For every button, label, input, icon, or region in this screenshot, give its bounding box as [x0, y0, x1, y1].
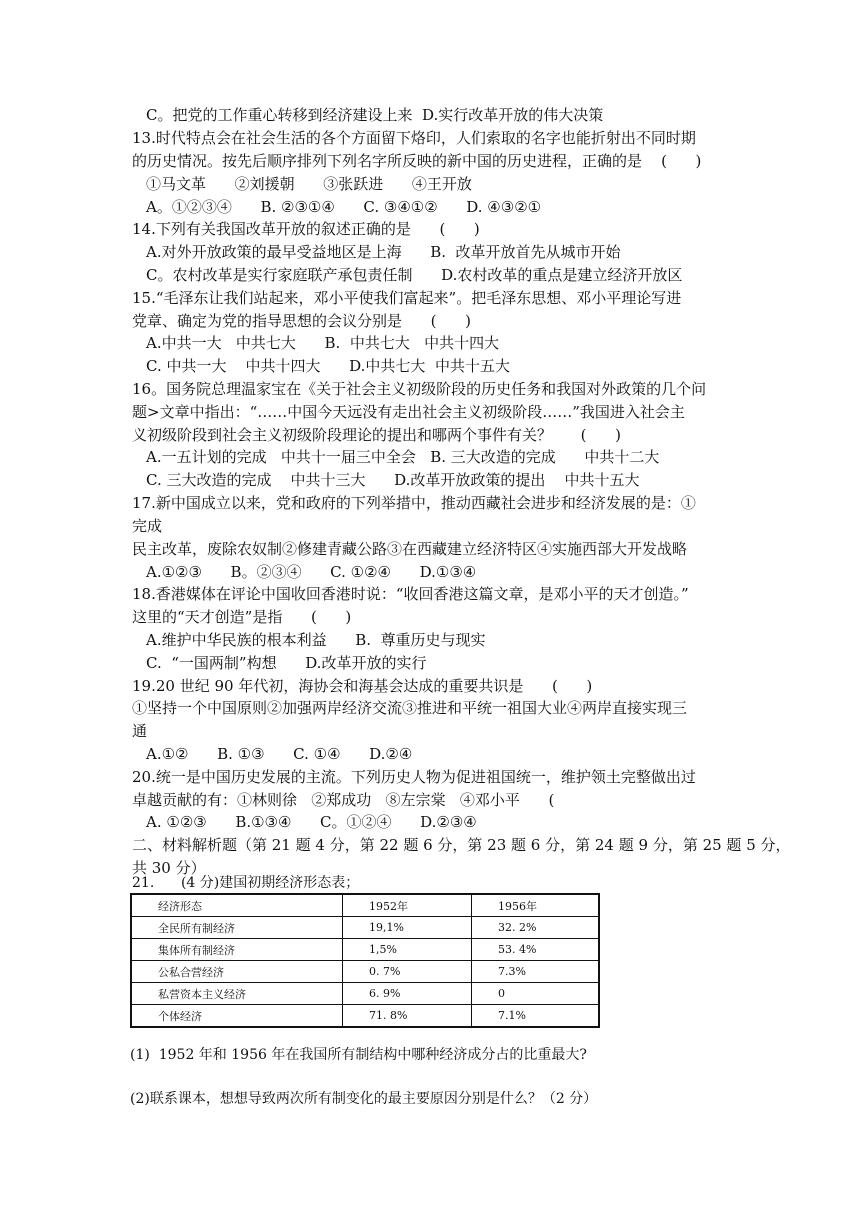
q18-option-cd: C. “一国两制”构想 D.改革开放的实行 [146, 654, 427, 672]
section2-heading-line1: 二、材料解析题（第 21 题 4 分，第 22 题 6 分，第 23 题 6 分，第 24 题 9 分，第 25 题 5 分， [132, 836, 791, 854]
table-row [131, 983, 599, 1005]
q16-option-ab: A.一五计划的完成 中共十一届三中全会 B. 三大改造的完成 中共十二大 [146, 448, 660, 466]
table-header-row [131, 894, 599, 917]
economy-table [130, 893, 600, 1028]
q17-stem-line1: 17.新中国成立以来，党和政府的下列举措中，推动西藏社会进步和经济发展的是：① [132, 494, 696, 512]
q18-stem-line2: 这里的“天才创造”是指 ( ) [132, 608, 352, 626]
table-cell: 32. 2% [472, 917, 600, 939]
q21-subquestion-1: (1) 1952 年和 1956 年在我国所有制结构中哪种经济成分占的比重最大? [130, 1047, 587, 1063]
table-cell: 6. 9% [343, 983, 472, 1005]
q14-option-ab: A.对外开放政策的最早受益地区是上海 B. 改革开放首先从城市开始 [146, 243, 621, 261]
q20-stem-line2: 卓越贡献的有：①林则徐 ②郑成功 ⑧左宗棠 ④邓小平 ( [132, 791, 555, 809]
q16-stem-line1: 16。国务院总理温家宝在《关于社会主义初级阶段的历史任务和我国对外政策的几个问 [132, 380, 707, 398]
table-cell: 1,5% [343, 939, 472, 961]
q19-items-line2: 通 [132, 722, 148, 740]
q15-option-ab: A.中共一大 中共七大 B. 中共七大 中共十四大 [146, 334, 500, 352]
q16-stem-line2: 题>文章中指出：“……中国今天远没有走出社会主义初级阶段……”我国进入社会主 [132, 403, 685, 421]
table-cell: 7.3% [472, 961, 600, 983]
table-cell: 个体经济 [131, 1005, 343, 1028]
q12-option-cd: C。把党的工作重心转移到经济建设上来 D.实行改革开放的伟大决策 [146, 106, 604, 124]
table-cell: 71. 8% [343, 1005, 472, 1028]
q19-stem: 19.20 世纪 90 年代初，海协会和海基会达成的重要共识是 ( ) [132, 677, 593, 695]
table-cell: 0. 7% [343, 961, 472, 983]
table-header-cell: 1956年 [472, 894, 600, 917]
q21-stem: 21. (4 分)建国初期经济形态表； [132, 875, 360, 891]
q19-items-line1: ①坚持一个中国原则②加强两岸经济交流③推进和平统一祖国大业④两岸直接实现三 [132, 699, 688, 717]
table-row [131, 917, 599, 939]
q17-options: A.①②③ B。②③④ C. ①②④ D.①③④ [146, 563, 477, 581]
q13-options: A。①②③④ B. ②③①④ C. ③④①② D. ④③②① [146, 198, 542, 216]
q16-stem-line3: 义初级阶段到社会主义初级阶段理论的提出和哪两个事件有关？ ( ) [132, 426, 621, 444]
q14-option-cd: C。农村改革是实行家庭联产承包责任制 D.农村改革的重点是建立经济开放区 [146, 266, 683, 284]
q15-stem-line1: 15.“毛泽东让我们站起来，邓小平使我们富起来”。把毛泽东思想、邓小平理论写进 [132, 289, 682, 307]
table-cell: 7.1% [472, 1005, 600, 1028]
q13-stem-line2: 的历史情况。按先后顺序排列下列名字所反映的新中国的历史进程，正确的是 ( ) [132, 152, 702, 170]
q18-option-ab: A.维护中华民族的根本利益 B. 尊重历史与现实 [146, 631, 486, 649]
table-header-cell: 经济形态 [131, 894, 343, 917]
q21-subquestion-2: (2)联系课本，想想导致两次所有制变化的最主要原因分别是什么？（2 分） [130, 1091, 598, 1107]
table-cell: 全民所有制经济 [131, 917, 343, 939]
table-cell: 集体所有制经济 [131, 939, 343, 961]
q13-stem-line1: 13.时代特点会在社会生活的各个方面留下烙印，人们索取的名字也能折射出不同时期 [132, 129, 696, 147]
q20-options: A. ①②③ B.①③④ C。①②④ D.②③④ [146, 813, 477, 831]
q17-stem-line3: 民主改革，废除农奴制②修建青藏公路③在西藏建立经济特区④实施西部大开发战略 [132, 540, 688, 558]
table-cell: 私营资本主义经济 [131, 983, 343, 1005]
table-cell: 53. 4% [472, 939, 600, 961]
q17-stem-line2: 完成 [132, 517, 163, 535]
q18-stem-line1: 18.香港媒体在评论中国收回香港时说：“收回香港这篇文章，是邓小平的天才创造。” [132, 585, 689, 603]
table-cell: 公私合营经济 [131, 961, 343, 983]
q14-stem: 14.下列有关我国改革开放的叙述正确的是 ( ) [132, 220, 480, 238]
table-cell: 0 [472, 983, 600, 1005]
table-row [131, 961, 599, 983]
section2-heading-line2: 共 30 分） [132, 859, 206, 877]
q20-stem-line1: 20.统一是中国历史发展的主流。下列历史人物为促进祖国统一，维护领土完整做出过 [132, 768, 696, 786]
q15-option-cd: C. 中共一大 中共十四大 D.中共七大 中共十五大 [146, 357, 510, 375]
q13-items: ①马文革 ②刘援朝 ③张跃进 ④王开放 [146, 175, 472, 193]
table-row [131, 939, 599, 961]
table-row [131, 1005, 599, 1028]
q16-option-cd: C. 三大改造的完成 中共十三大 D.改革开放政策的提出 中共十五大 [146, 471, 640, 489]
table-cell: 19,1% [343, 917, 472, 939]
q19-options: A.①② B. ①③ C. ①④ D.②④ [146, 745, 413, 763]
q15-stem-line2: 党章、确定为党的指导思想的会议分别是 ( ) [132, 312, 471, 330]
table-header-cell: 1952年 [343, 894, 472, 917]
